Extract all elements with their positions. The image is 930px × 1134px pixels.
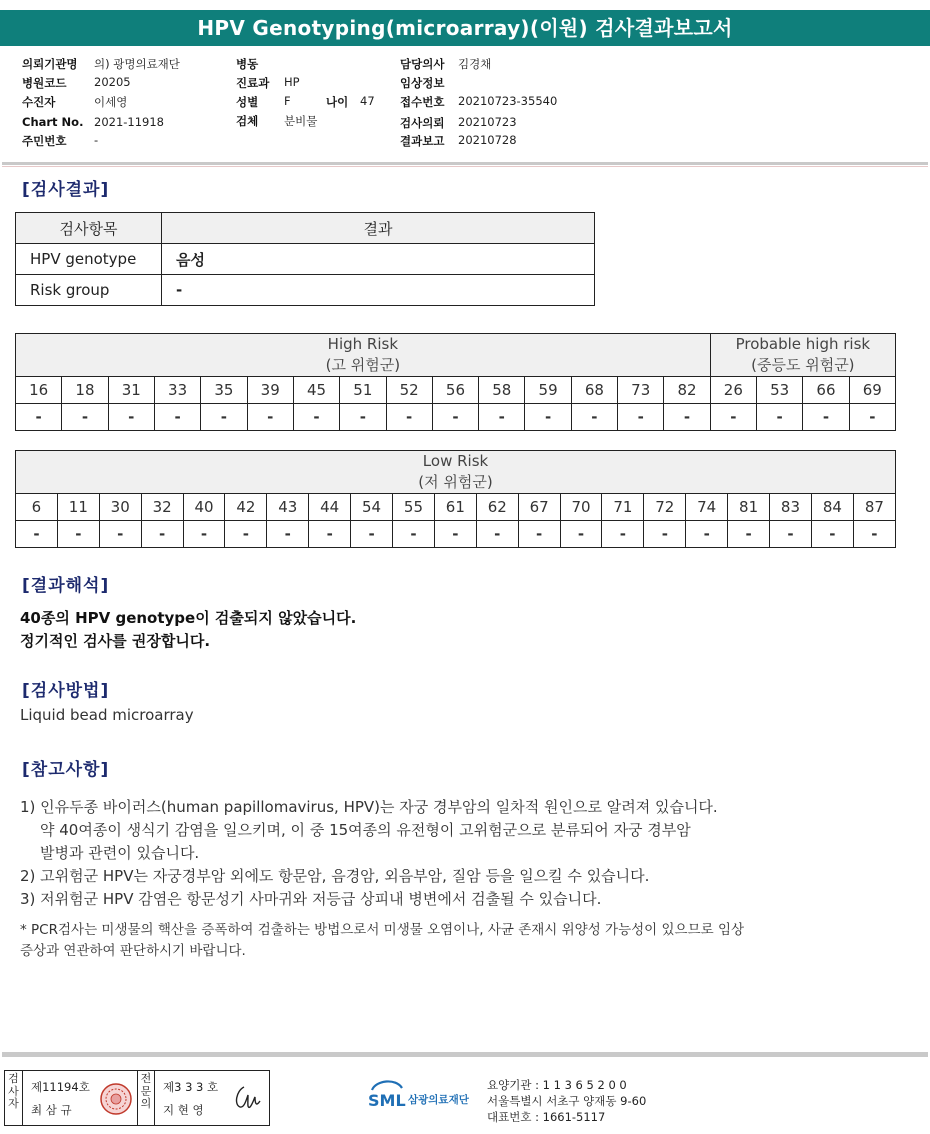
genotype-cell: 87 xyxy=(853,494,895,521)
genotype-cell: 32 xyxy=(141,494,183,521)
lab-address: 서울특별시 서초구 양재동 9-60 xyxy=(487,1094,647,1108)
department-value: HP xyxy=(284,75,300,89)
header-divider-accent xyxy=(2,166,928,167)
genotype-cell: 59 xyxy=(525,377,571,404)
genotype-cell: 61 xyxy=(434,494,476,521)
physician-value: 김경채 xyxy=(458,57,492,71)
tester-vertical-label xyxy=(5,1071,23,1125)
high-risk-type-row xyxy=(16,377,896,404)
specialist-name: 지 현 영 xyxy=(163,1103,204,1117)
genotype-result-cell: - xyxy=(393,521,435,548)
genotype-cell: 68 xyxy=(571,377,617,404)
genotype-cell: 66 xyxy=(803,377,849,404)
header-divider xyxy=(2,162,928,165)
specialist-label-char: 전 xyxy=(140,1072,152,1085)
tester-label-char: 자 xyxy=(8,1097,19,1110)
genotype-result-cell: - xyxy=(434,521,476,548)
result-table xyxy=(15,212,595,306)
sex-label: 성별 xyxy=(236,95,259,109)
genotype-cell: 54 xyxy=(351,494,393,521)
reference-item-3: 3) 저위험군 HPV 감염은 항문성기 사마귀와 저등급 상피내 병변에서 검출될 수 있습니다. xyxy=(20,890,602,908)
high-risk-table xyxy=(15,333,896,431)
probable-risk-label: Probable high risk xyxy=(735,335,871,353)
genotype-cell: 83 xyxy=(770,494,812,521)
tester-license: 제11194호 xyxy=(31,1080,90,1094)
genotype-result-cell: - xyxy=(476,521,518,548)
genotype-result-cell: - xyxy=(803,404,849,431)
low-risk-label: Low Risk xyxy=(422,452,489,470)
low-risk-group-row xyxy=(16,451,896,494)
genotype-result-cell: - xyxy=(644,521,686,548)
genotype-cell: 72 xyxy=(644,494,686,521)
tester-label-char: 검 xyxy=(8,1072,19,1085)
clinical-info-label: 임상정보 xyxy=(400,76,445,90)
patient-value: 이세영 xyxy=(94,95,128,109)
probable-risk-sublabel: (중등도 위험군) xyxy=(751,356,855,374)
genotype-result-cell: - xyxy=(686,521,728,548)
genotype-result-cell: - xyxy=(154,404,200,431)
sml-logo-icon xyxy=(366,1076,484,1118)
column-header-item: 검사항목 xyxy=(16,213,162,244)
genotype-result-cell: - xyxy=(757,404,803,431)
pcr-note-line-2: 증상과 연관하여 판단하시기 바랍니다. xyxy=(20,943,246,959)
genotype-result-cell: - xyxy=(351,521,393,548)
genotype-result-cell: - xyxy=(247,404,293,431)
age-label: 나이 xyxy=(326,95,349,109)
physician-label: 담당의사 xyxy=(400,57,445,71)
official-seal-icon xyxy=(100,1083,132,1115)
specimen-label: 검체 xyxy=(236,114,259,128)
specimen-value: 분비물 xyxy=(284,114,318,128)
reference-item-1: 1) 인유두종 바이러스(human papillomavirus, HPV)는 자궁 경부암의 일차적 원인으로 알려져 있습니다. xyxy=(20,798,718,816)
section-heading-references: [참고사항] xyxy=(22,760,110,780)
chart-no-value: 2021-11918 xyxy=(94,115,164,129)
row-item-risk-group: Risk group xyxy=(16,275,162,306)
lab-info xyxy=(487,1077,646,1125)
genotype-result-cell: - xyxy=(99,521,141,548)
signature-box xyxy=(4,1070,270,1126)
method-text: Liquid bead microarray xyxy=(20,706,194,724)
genotype-result-cell: - xyxy=(16,404,62,431)
lab-phone: 대표번호 : 1661-5117 xyxy=(487,1110,606,1124)
genotype-cell: 39 xyxy=(247,377,293,404)
genotype-result-cell: - xyxy=(518,521,560,548)
genotype-cell: 70 xyxy=(560,494,602,521)
genotype-cell: 18 xyxy=(62,377,108,404)
high-risk-result-row xyxy=(16,404,896,431)
genotype-result-cell: - xyxy=(571,404,617,431)
genotype-cell: 55 xyxy=(393,494,435,521)
genotype-result-cell: - xyxy=(432,404,478,431)
pcr-note xyxy=(20,920,880,962)
high-risk-group-row xyxy=(16,334,896,377)
specialist-label-char: 의 xyxy=(140,1097,152,1110)
genotype-result-cell: - xyxy=(183,521,225,548)
genotype-result-cell: - xyxy=(664,404,710,431)
probable-risk-group-header xyxy=(710,334,895,377)
genotype-result-cell: - xyxy=(386,404,432,431)
genotype-cell: 44 xyxy=(309,494,351,521)
pcr-note-line-1: * PCR검사는 미생물의 핵산을 증폭하여 검출하는 방법으로서 미생물 오염이나, 사균 존재시 위양성 가능성이 있으므로 임상 xyxy=(20,922,745,938)
genotype-cell: 45 xyxy=(293,377,339,404)
resident-no-value: - xyxy=(94,133,99,147)
high-risk-label: High Risk xyxy=(327,335,399,353)
interpretation-text xyxy=(20,607,356,653)
genotype-result-cell: - xyxy=(293,404,339,431)
reference-item-1-cont: 약 40여종이 생식기 감염을 일으키며, 이 중 15여종의 유전형이 고위험군으로 분류되어 자궁 경부암 xyxy=(40,821,691,839)
genotype-result-cell: - xyxy=(16,521,58,548)
genotype-result-cell: - xyxy=(560,521,602,548)
genotype-cell: 56 xyxy=(432,377,478,404)
genotype-result-cell: - xyxy=(770,521,812,548)
accession-no-label: 접수번호 xyxy=(400,95,445,109)
patient-label: 수진자 xyxy=(22,95,56,109)
request-date-value: 20210723 xyxy=(458,115,517,129)
table-row xyxy=(16,275,595,306)
org-name: 삼광의료재단 xyxy=(408,1094,469,1106)
genotype-cell: 11 xyxy=(57,494,99,521)
table-header-row xyxy=(16,213,595,244)
genotype-cell: 74 xyxy=(686,494,728,521)
genotype-cell: 81 xyxy=(728,494,770,521)
row-result-genotype: 음성 xyxy=(162,244,595,275)
genotype-result-cell: - xyxy=(479,404,525,431)
genotype-cell: 82 xyxy=(664,377,710,404)
report-title: HPV Genotyping(microarray)(이원) 검사결과보고서 xyxy=(0,10,930,46)
genotype-result-cell: - xyxy=(108,404,154,431)
genotype-cell: 43 xyxy=(267,494,309,521)
low-risk-table xyxy=(15,450,896,548)
genotype-result-cell: - xyxy=(728,521,770,548)
table-row xyxy=(16,244,595,275)
genotype-result-cell: - xyxy=(225,521,267,548)
interpretation-line-1-rest: 이 검출되지 않았습니다. xyxy=(195,609,357,627)
genotype-result-cell: - xyxy=(853,521,895,548)
genotype-cell: 84 xyxy=(811,494,853,521)
hospital-code-value: 20205 xyxy=(94,75,131,89)
genotype-result-cell: - xyxy=(618,404,664,431)
tester-name: 최 삼 규 xyxy=(31,1103,72,1117)
reference-item-1-cont-2: 발병과 관련이 있습니다. xyxy=(40,844,200,862)
genotype-cell: 51 xyxy=(340,377,386,404)
genotype-cell: 52 xyxy=(386,377,432,404)
genotype-result-cell: - xyxy=(267,521,309,548)
low-risk-sublabel: (저 위험군) xyxy=(418,473,493,491)
high-risk-sublabel: (고 위험군) xyxy=(325,356,401,374)
genotype-cell: 40 xyxy=(183,494,225,521)
genotype-result-cell: - xyxy=(309,521,351,548)
genotype-cell: 26 xyxy=(710,377,756,404)
interpretation-line-1 xyxy=(20,607,356,630)
tester-label-char: 사 xyxy=(8,1084,19,1098)
referring-institution-label: 의뢰기관명 xyxy=(22,57,78,71)
low-risk-type-row xyxy=(16,494,896,521)
genotype-cell: 69 xyxy=(849,377,895,404)
report-date-label: 결과보고 xyxy=(400,134,445,148)
genotype-cell: 35 xyxy=(201,377,247,404)
genotype-cell: 71 xyxy=(602,494,644,521)
age-value: 47 xyxy=(360,94,375,108)
genotype-cell: 31 xyxy=(108,377,154,404)
patient-info xyxy=(22,56,922,156)
logo-text: SML xyxy=(368,1091,406,1110)
genotype-result-cell: - xyxy=(710,404,756,431)
high-risk-group-header xyxy=(16,334,711,377)
department-label: 진료과 xyxy=(236,76,270,90)
genotype-result-cell: - xyxy=(57,521,99,548)
section-heading-result: [검사결과] xyxy=(22,180,110,200)
genotype-result-cell: - xyxy=(340,404,386,431)
specialist-license: 제3 3 3 호 xyxy=(163,1080,219,1094)
sex-value: F xyxy=(284,94,291,108)
genotype-cell: 53 xyxy=(757,377,803,404)
footer-divider xyxy=(2,1052,928,1057)
genotype-result-cell: - xyxy=(201,404,247,431)
genotype-cell: 16 xyxy=(16,377,62,404)
interpretation-emphasis: 40종의 HPV genotype xyxy=(20,609,196,627)
report-date-value: 20210728 xyxy=(458,133,517,147)
section-heading-method: [검사방법] xyxy=(22,681,110,701)
hospital-code-label: 병원코드 xyxy=(22,76,67,90)
resident-no-label: 주민번호 xyxy=(22,134,67,148)
row-item-genotype: HPV genotype xyxy=(16,244,162,275)
genotype-cell: 73 xyxy=(618,377,664,404)
reference-item-2: 2) 고위험군 HPV는 자궁경부암 외에도 항문암, 음경암, 외음부암, 질암 등을 일으킬 수 있습니다. xyxy=(20,867,650,885)
accession-no-value: 20210723-35540 xyxy=(458,94,558,108)
request-date-label: 검사의뢰 xyxy=(400,116,445,130)
genotype-result-cell: - xyxy=(525,404,571,431)
low-risk-result-row xyxy=(16,521,896,548)
chart-no-label: Chart No. xyxy=(22,115,84,129)
low-risk-group-header xyxy=(16,451,896,494)
genotype-result-cell: - xyxy=(811,521,853,548)
care-institution-number: 요양기관 : 1 1 3 6 5 2 0 0 xyxy=(487,1078,627,1092)
genotype-result-cell: - xyxy=(62,404,108,431)
genotype-cell: 42 xyxy=(225,494,267,521)
column-header-result: 결과 xyxy=(162,213,595,244)
section-heading-interpretation: [결과해석] xyxy=(22,576,110,596)
genotype-cell: 62 xyxy=(476,494,518,521)
specialist-label-char: 문 xyxy=(140,1084,152,1098)
references-list xyxy=(20,796,718,911)
interpretation-line-2: 정기적인 검사를 권장합니다. xyxy=(20,632,211,650)
genotype-result-cell: - xyxy=(141,521,183,548)
genotype-result-cell: - xyxy=(602,521,644,548)
genotype-cell: 6 xyxy=(16,494,58,521)
genotype-cell: 33 xyxy=(154,377,200,404)
genotype-cell: 58 xyxy=(479,377,525,404)
referring-institution-value: 의) 광명의료재단 xyxy=(94,57,180,71)
specialist-vertical-label xyxy=(137,1071,155,1125)
ward-label: 병동 xyxy=(236,57,259,71)
genotype-cell: 67 xyxy=(518,494,560,521)
genotype-result-cell: - xyxy=(849,404,895,431)
signature-icon xyxy=(230,1083,266,1113)
genotype-cell: 30 xyxy=(99,494,141,521)
row-result-risk-group: - xyxy=(162,275,595,306)
